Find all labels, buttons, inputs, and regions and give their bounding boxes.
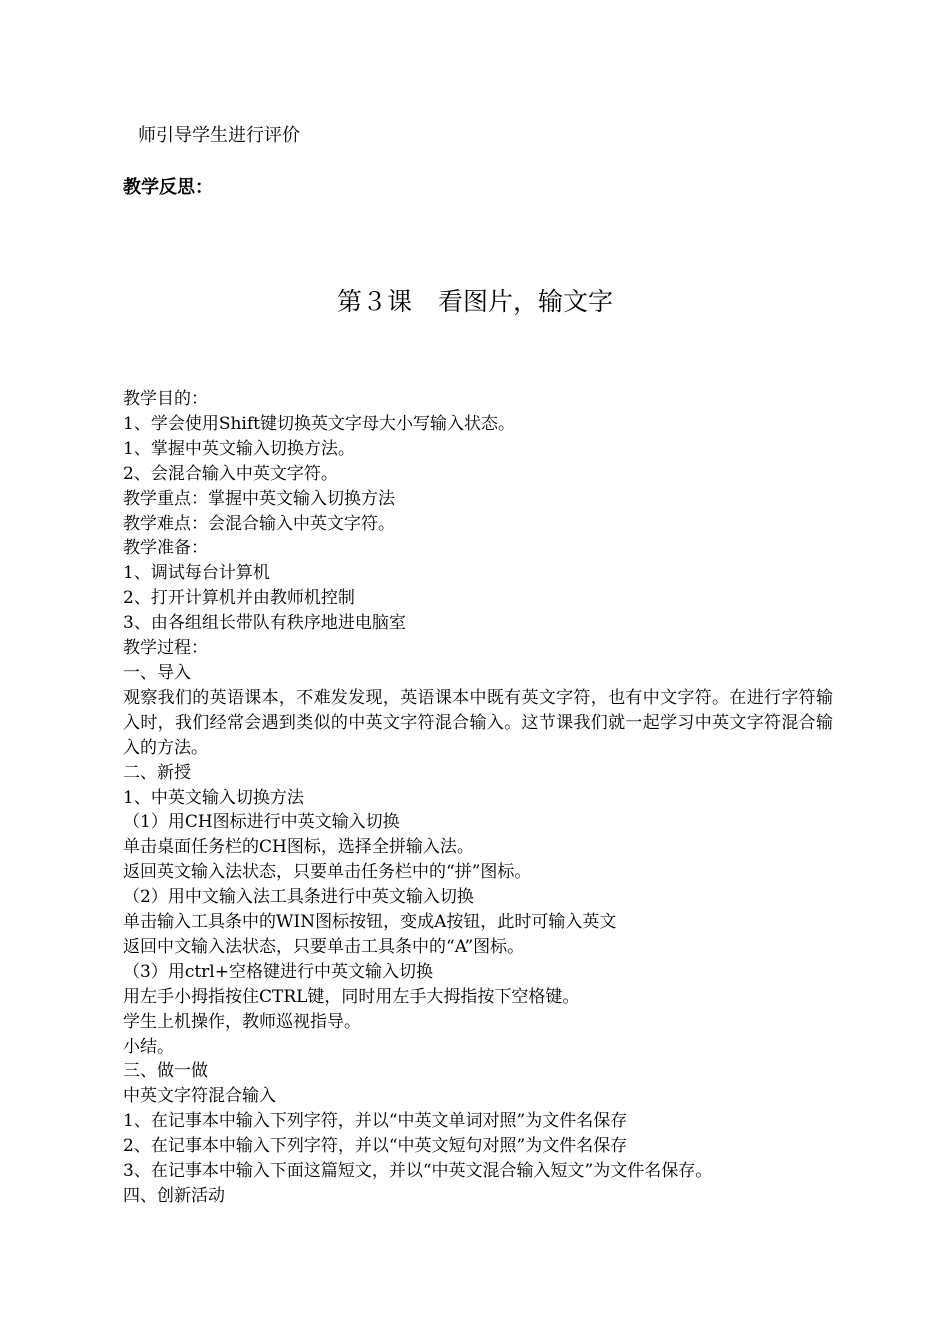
objective-item: 2、会混合输入中英文字符。	[123, 463, 338, 484]
lesson-name: 看图片，输文字	[438, 287, 614, 316]
section-heading-innovation: 四、创新活动	[123, 1186, 225, 1206]
method-step: 小结。	[123, 1036, 174, 1057]
method-step: 返回中文输入法状态，只要单击工具条中的“A”图标。	[123, 936, 525, 957]
preparation-item: 1、调试每台计算机	[123, 563, 270, 584]
practice-item: 1、在记事本中输入下列字符，并以“中英文单词对照”为文件名保存	[123, 1111, 628, 1132]
evaluation-line: 师引导学生进行评价	[138, 125, 300, 146]
method-step: 用左手小拇指按住CTRL键，同时用左手大拇指按下空格键。	[123, 986, 580, 1007]
lesson-plan-body	[123, 387, 833, 1209]
method-step: 单击桌面任务栏的CH图标，选择全拼输入法。	[123, 837, 474, 858]
objectives-heading: 教学目的：	[123, 389, 208, 409]
method-step: 返回英文输入法状态，只要单击任务栏中的“拼”图标。	[123, 862, 532, 883]
section-heading-practice: 三、做一做	[123, 1061, 208, 1082]
preparation-item: 3、由各组组长带队有秩序地进电脑室	[123, 613, 406, 634]
process-heading: 教学过程：	[123, 638, 208, 659]
method-step: 单击输入工具条中的WIN图标按钮，变成A按钮，此时可输入英文	[123, 912, 617, 933]
lesson-number: 第３课	[336, 287, 412, 316]
reflection-heading: 教学反思：	[123, 177, 213, 198]
key-point: 教学重点：掌握中英文输入切换方法	[123, 488, 395, 509]
practice-item: 2、在记事本中输入下列字符，并以“中英文短句对照”为文件名保存	[123, 1136, 628, 1157]
intro-paragraph: 观察我们的英语课本，不难发发现，英语课本中既有英文字符，也有中文字符。在进行字符输入时，我们经常会遇到类似的中英文字符混合输入。这节课我们就一起学习中英文字符混合输入的方法。	[123, 687, 833, 758]
difficult-point: 教学难点：会混合输入中英文字符。	[123, 513, 395, 534]
lesson-title	[0, 284, 950, 320]
preparation-item: 2、打开计算机并由教师机控制	[123, 588, 355, 609]
section-heading-intro: 一、导入	[123, 662, 191, 683]
preparation-heading: 教学准备：	[123, 538, 208, 559]
method-heading: （2）用中文输入法工具条进行中英文输入切换	[123, 887, 474, 908]
practice-item: 3、在记事本中输入下面这篇短文，并以“中英文混合输入短文”为文件名保存。	[123, 1161, 713, 1182]
subsection-heading: 中英文字符混合输入	[123, 1086, 276, 1107]
subsection-heading: 1、中英文输入切换方法	[123, 787, 304, 808]
method-heading: （3）用ctrl+空格键进行中英文输入切换	[123, 961, 433, 982]
section-heading-new: 二、新授	[123, 762, 191, 783]
objective-item: 1、学会使用Shift键切换英文字母大小写输入状态。	[123, 413, 515, 434]
objective-item: 1、掌握中英文输入切换方法。	[123, 438, 355, 459]
method-step: 学生上机操作，教师巡视指导。	[123, 1011, 361, 1032]
method-heading: （1）用CH图标进行中英文输入切换	[123, 812, 400, 833]
